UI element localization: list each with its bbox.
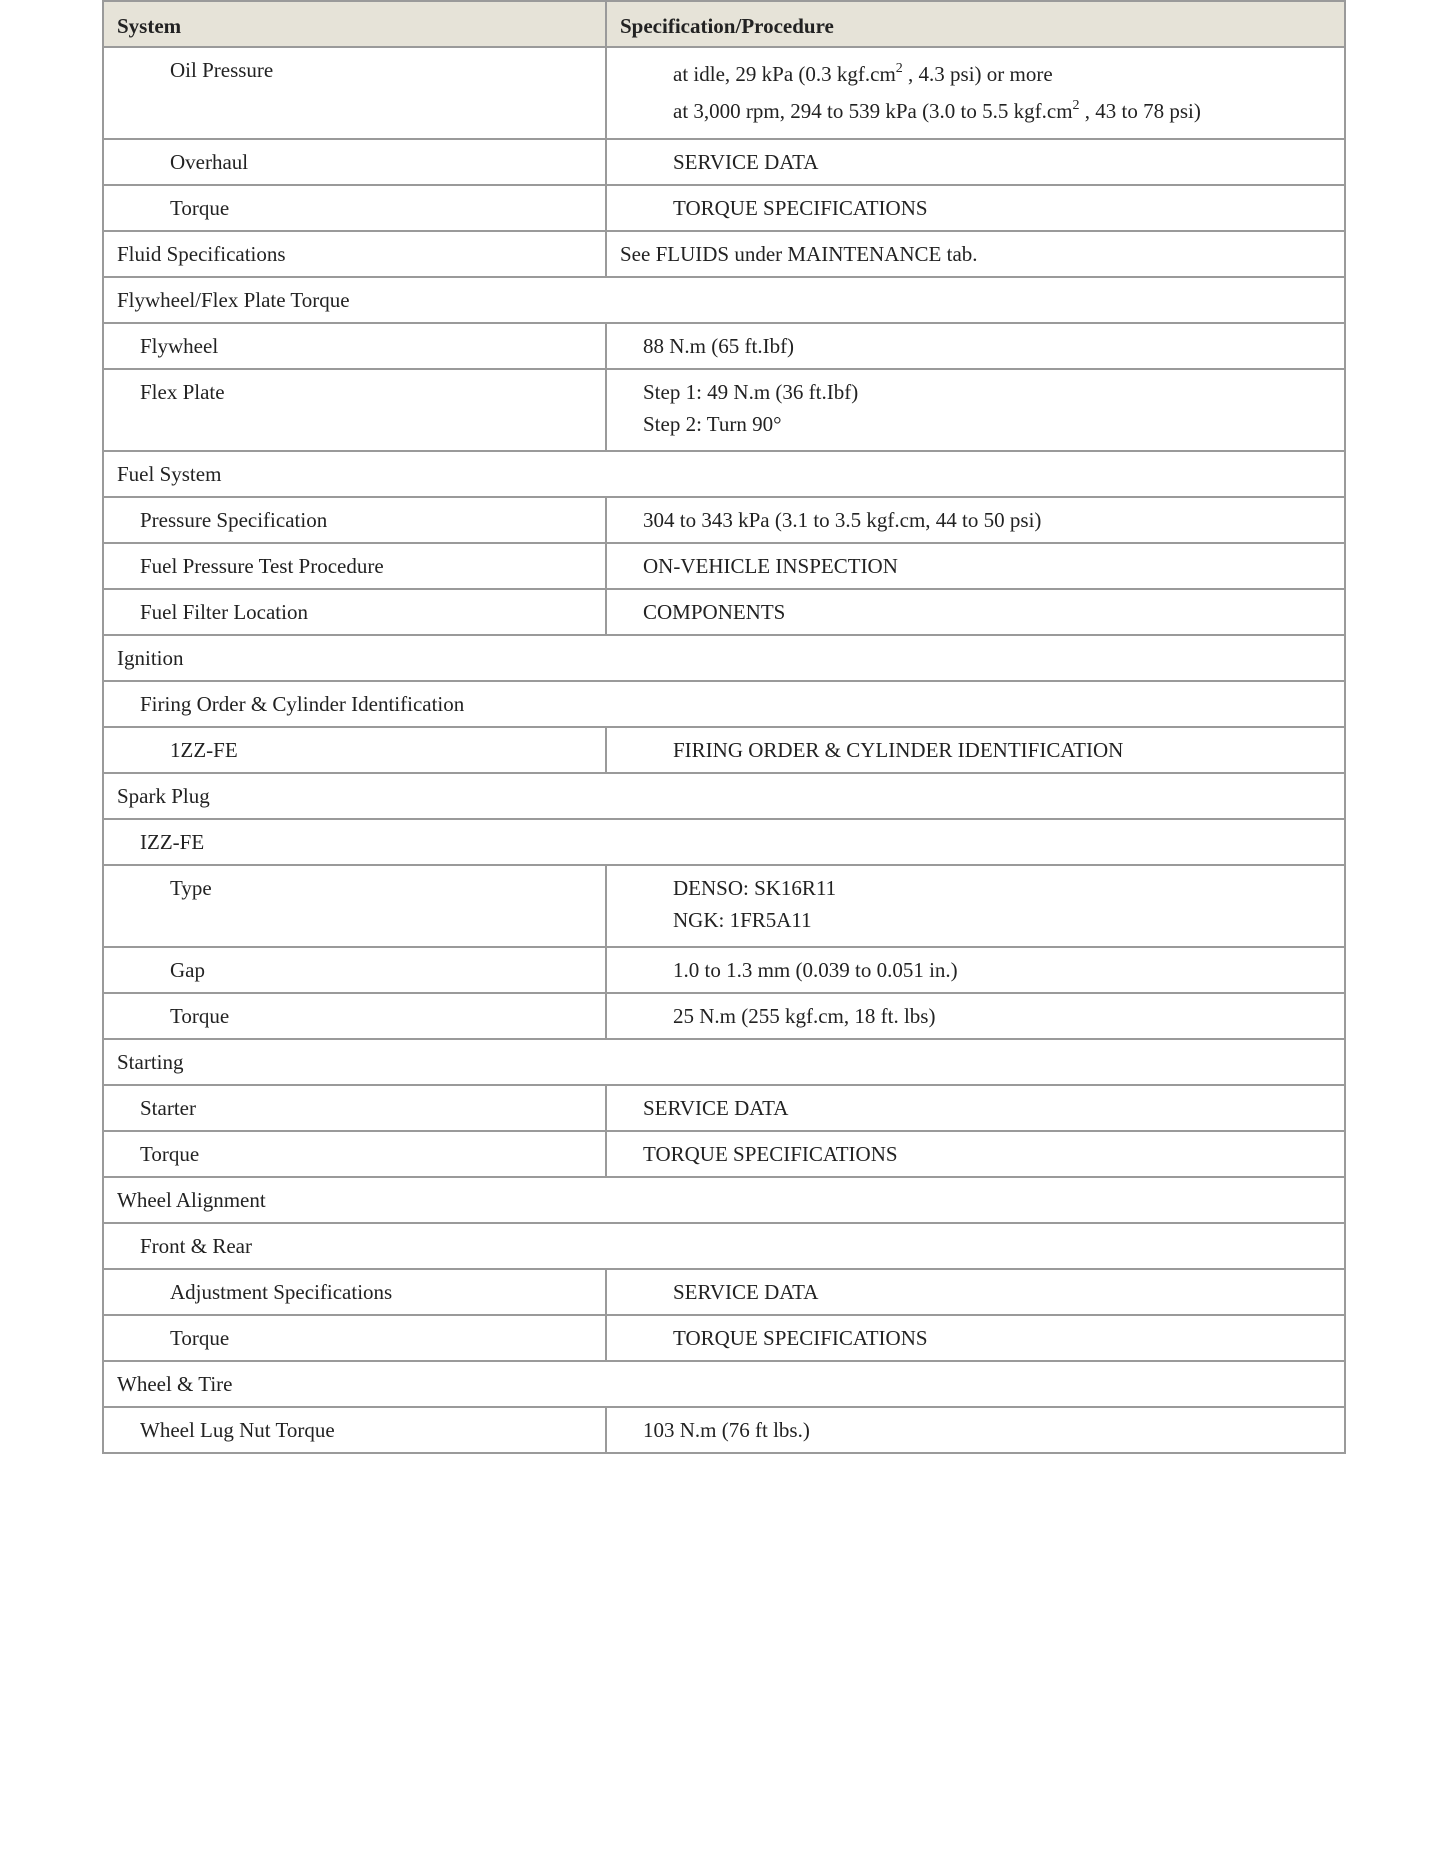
section-label: Flywheel/Flex Plate Torque <box>103 277 1345 323</box>
row-value-link[interactable]: TORQUE SPECIFICATIONS <box>606 1315 1345 1361</box>
row-label: Flex Plate <box>103 369 606 451</box>
specification-table <box>102 0 1346 1454</box>
table-row-overhaul <box>103 139 1345 185</box>
row-label: Overhaul <box>103 139 606 185</box>
row-value: 1.0 to 1.3 mm (0.039 to 0.051 in.) <box>606 947 1345 993</box>
section-row-ignition <box>103 635 1345 681</box>
row-value-link[interactable]: FIRING ORDER & CYLINDER IDENTIFICATION <box>606 727 1345 773</box>
flex-plate-step2: Step 2: Turn 90° <box>643 412 782 436</box>
row-label: 1ZZ-FE <box>103 727 606 773</box>
section-row-wheel-alignment <box>103 1177 1345 1223</box>
row-label: Fuel Filter Location <box>103 589 606 635</box>
row-value-link[interactable]: TORQUE SPECIFICATIONS <box>606 185 1345 231</box>
row-label: Oil Pressure <box>103 47 606 139</box>
table-row-fluid-specs <box>103 231 1345 277</box>
row-value-link[interactable]: SERVICE DATA <box>606 1269 1345 1315</box>
oil-pressure-rpm: at 3,000 rpm, 294 to 539 kPa (3.0 to 5.5 $kgf.cm^2$ , 43 to 78 psi) <box>673 98 1201 123</box>
row-value: 25 N.m (255 kgf.cm, 18 ft. lbs) <box>606 993 1345 1039</box>
section-label: Front & Rear <box>103 1223 1345 1269</box>
row-label: Wheel Lug Nut Torque <box>103 1407 606 1453</box>
row-value <box>606 369 1345 451</box>
section-row-firing-order <box>103 681 1345 727</box>
row-value <box>606 47 1345 139</box>
section-label: Wheel & Tire <box>103 1361 1345 1407</box>
section-row-starting <box>103 1039 1345 1085</box>
table-row-oil-pressure <box>103 47 1345 139</box>
section-row-spark-plug <box>103 773 1345 819</box>
table-row-starter <box>103 1085 1345 1131</box>
section-label: Fuel System <box>103 451 1345 497</box>
row-label: Fuel Pressure Test Procedure <box>103 543 606 589</box>
row-value: See FLUIDS under MAINTENANCE tab. <box>606 231 1345 277</box>
section-row-wheel-tire <box>103 1361 1345 1407</box>
section-row-fuel-system <box>103 451 1345 497</box>
row-label: Flywheel <box>103 323 606 369</box>
table-row-firing-1zz <box>103 727 1345 773</box>
row-label: Type <box>103 865 606 947</box>
table-row-lug-nut <box>103 1407 1345 1453</box>
section-label: Ignition <box>103 635 1345 681</box>
section-label: IZZ-FE <box>103 819 1345 865</box>
section-row-izz-fe <box>103 819 1345 865</box>
plug-type-ngk: NGK: 1FR5A11 <box>673 908 812 932</box>
oil-pressure-idle: at idle, 29 kPa (0.3 $kgf.cm^2$ , 4.3 psi) or more <box>673 61 1053 86</box>
row-value-link[interactable]: COMPONENTS <box>606 589 1345 635</box>
table-row-starter-torque <box>103 1131 1345 1177</box>
section-label: Starting <box>103 1039 1345 1085</box>
section-label: Firing Order & Cylinder Identification <box>103 681 1345 727</box>
table-row-plug-torque <box>103 993 1345 1039</box>
row-label: Fluid Specifications <box>103 231 606 277</box>
row-label: Starter <box>103 1085 606 1131</box>
row-value <box>606 865 1345 947</box>
row-label: Torque <box>103 1131 606 1177</box>
row-label: Torque <box>103 993 606 1039</box>
table-row-pressure-spec <box>103 497 1345 543</box>
table-row-flex-plate <box>103 369 1345 451</box>
table-row-plug-gap <box>103 947 1345 993</box>
row-label: Pressure Specification <box>103 497 606 543</box>
row-value-link[interactable]: SERVICE DATA <box>606 1085 1345 1131</box>
table-row-alignment-torque <box>103 1315 1345 1361</box>
row-value-link[interactable]: ON-VEHICLE INSPECTION <box>606 543 1345 589</box>
table-row-fuel-filter <box>103 589 1345 635</box>
row-label: Gap <box>103 947 606 993</box>
row-value: 88 N.m (65 ft.Ibf) <box>606 323 1345 369</box>
plug-type-denso: DENSO: SK16R11 <box>673 876 837 900</box>
row-value: 103 N.m (76 ft lbs.) <box>606 1407 1345 1453</box>
row-label: Adjustment Specifications <box>103 1269 606 1315</box>
table-row-flywheel <box>103 323 1345 369</box>
flex-plate-step1: Step 1: 49 N.m (36 ft.Ibf) <box>643 380 859 404</box>
section-label: Spark Plug <box>103 773 1345 819</box>
row-value-link[interactable]: TORQUE SPECIFICATIONS <box>606 1131 1345 1177</box>
row-value-link[interactable]: SERVICE DATA <box>606 139 1345 185</box>
table-row-adjustment-specs <box>103 1269 1345 1315</box>
table-header-row <box>103 1 1345 47</box>
row-label: Torque <box>103 1315 606 1361</box>
column-header-spec: Specification/Procedure <box>606 1 1345 47</box>
table-row-fuel-test <box>103 543 1345 589</box>
section-row-front-rear <box>103 1223 1345 1269</box>
row-value: 304 to 343 kPa (3.1 to 3.5 kgf.cm, 44 to 50 psi) <box>606 497 1345 543</box>
table-row-engine-torque <box>103 185 1345 231</box>
section-row-flywheel <box>103 277 1345 323</box>
row-label: Torque <box>103 185 606 231</box>
column-header-system: System <box>103 1 606 47</box>
section-label: Wheel Alignment <box>103 1177 1345 1223</box>
table-row-plug-type <box>103 865 1345 947</box>
